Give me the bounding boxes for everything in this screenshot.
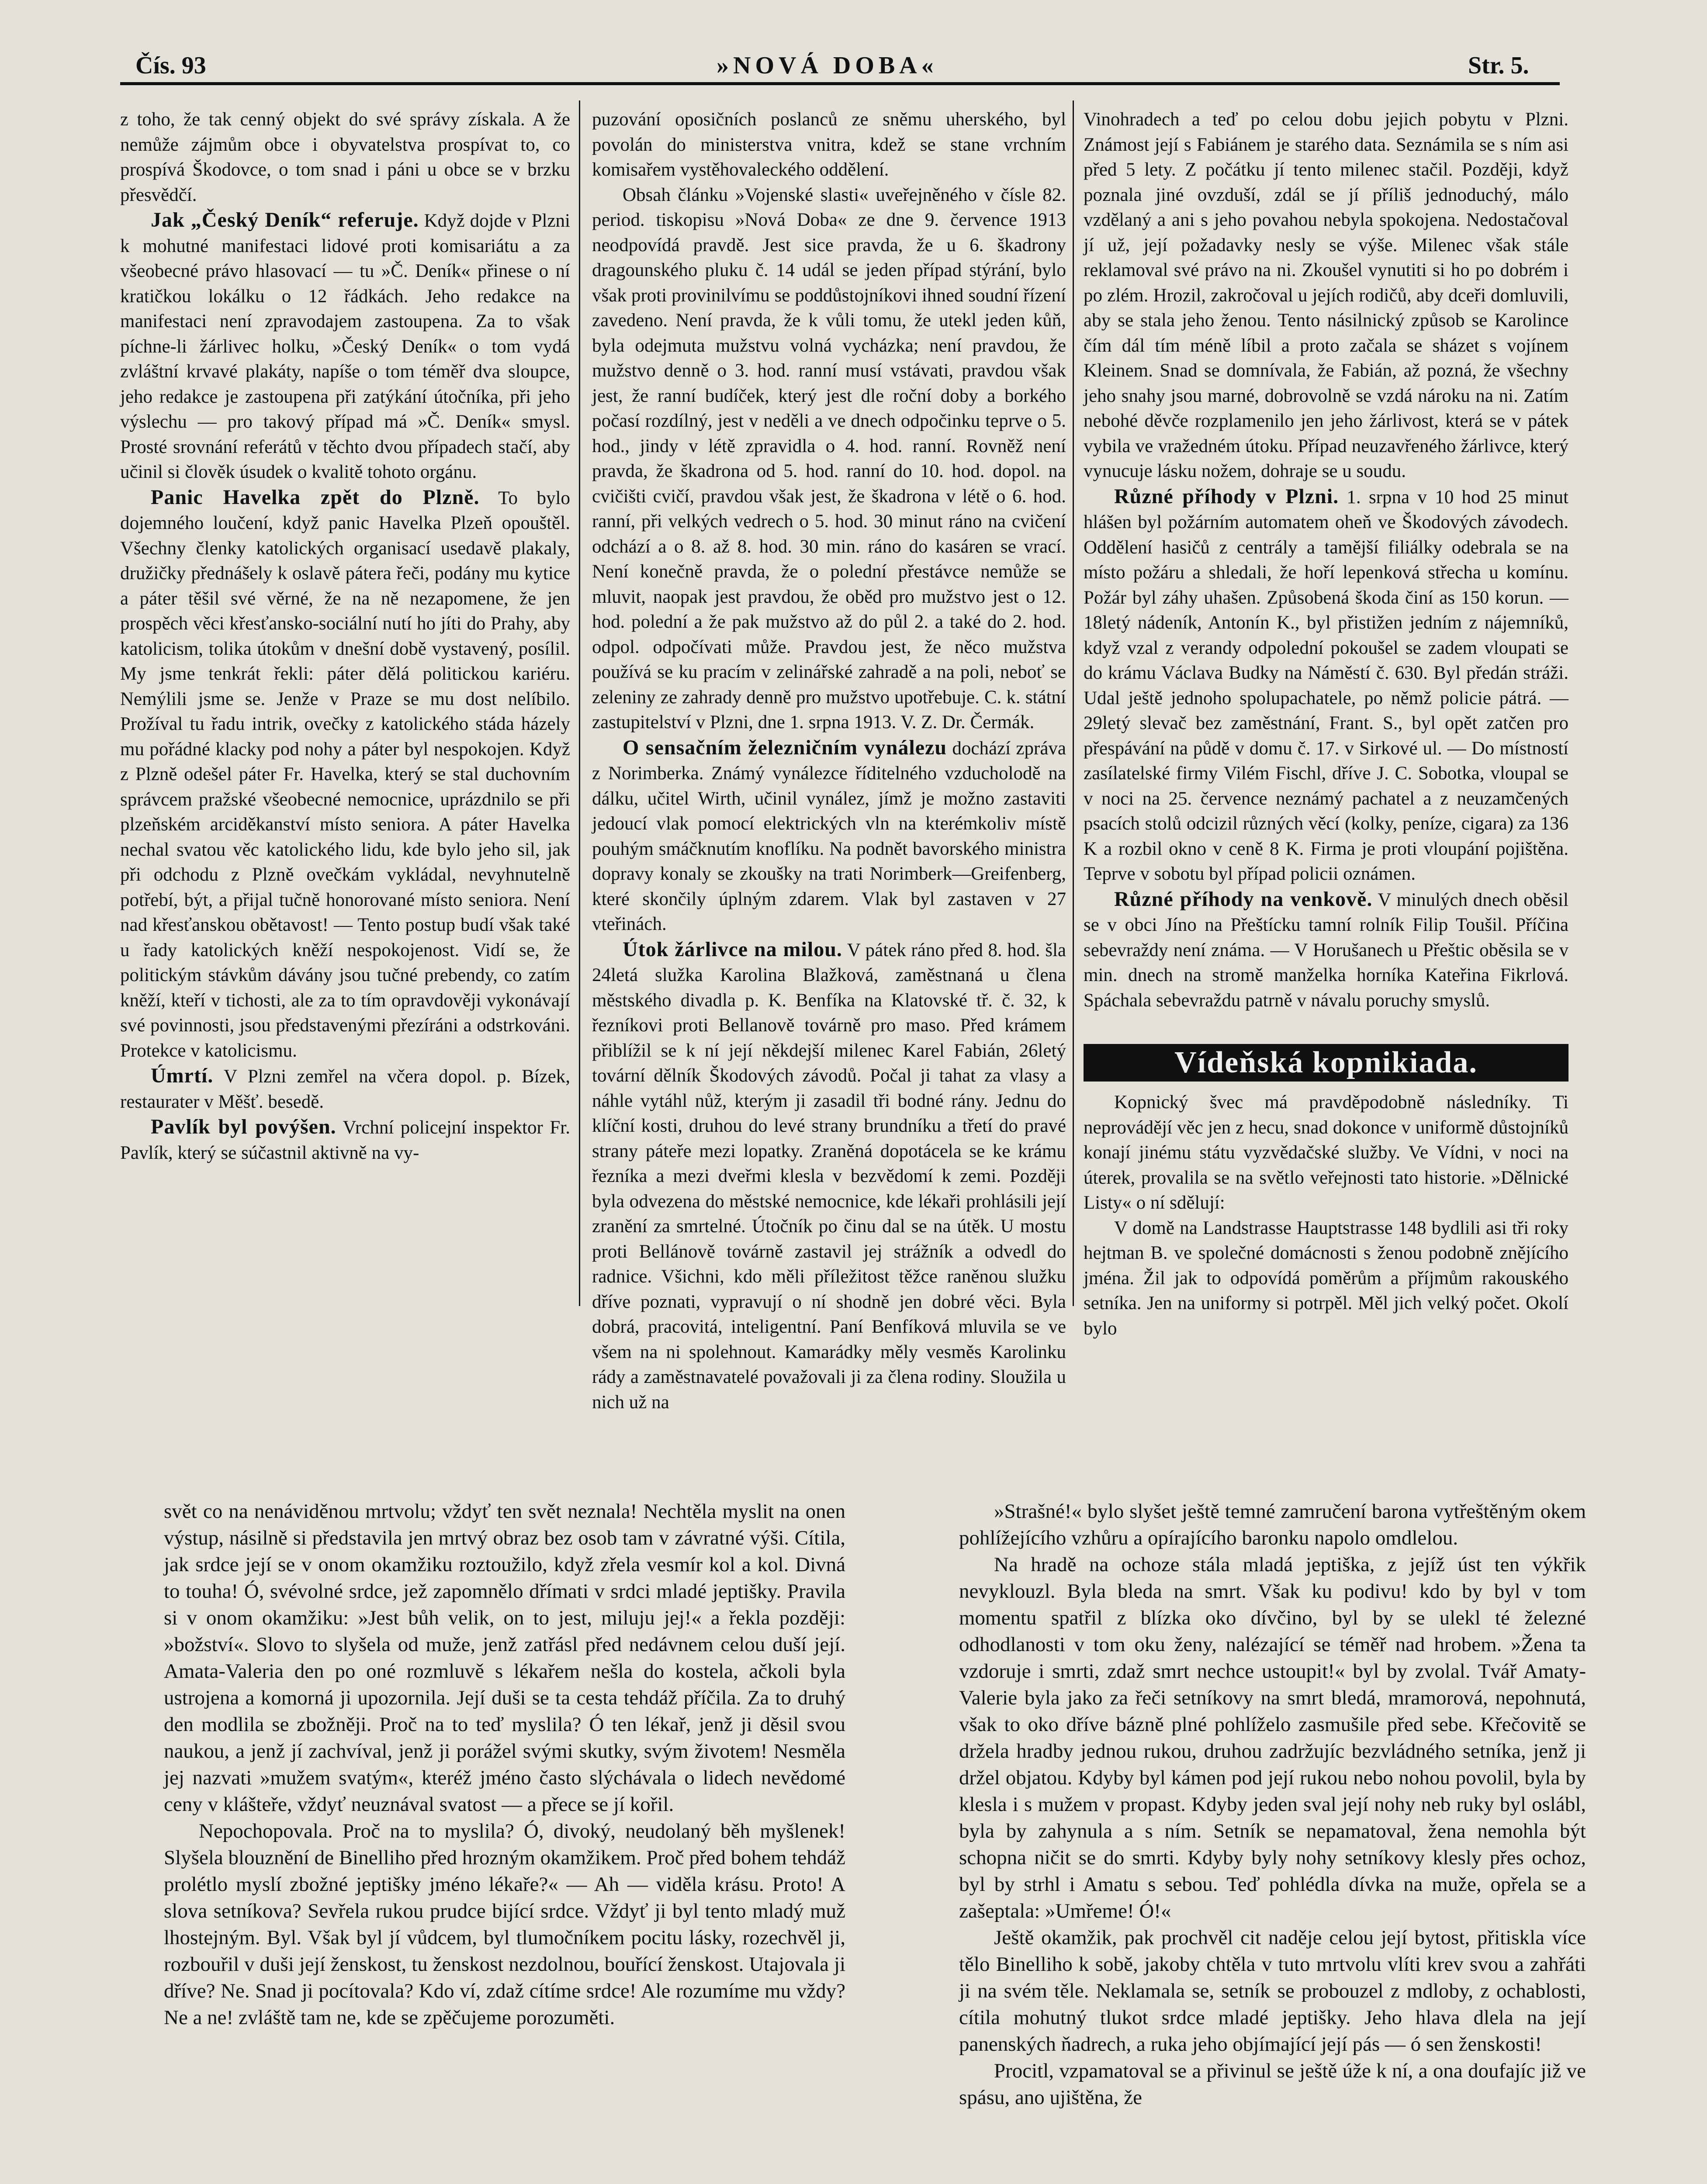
article-headline: O sensačním železničním vynálezu [623,736,947,759]
story-paragraph: Procitl, vzpamatoval se a přivinul se ještě úže k ní, a ona doufajíc již ve spásu, ano ujištěna, že [959,2060,1586,2109]
article-continuation: z toho, že tak cenný objekt do své správy získala. A že nemůže zájmům obce i obyvatelstva prospívat to, co prospívá Škodovce, o tom snad i páni u obce se v brzku přesvědčí. [120,109,570,205]
story-right-column [959,1498,1586,2184]
article-headline: Úmrtí. [151,1064,214,1087]
article: Obsah článku »Vojenské slasti« uveřejněného v čísle 82. period. tiskopisu »Nová Doba« ze dne 9. července 1913 neodpovídá pravdě. Jest sice pravda, že u 6. škadrony dragounského pluku č. 14 udál se jeden případ stýrání, bylo však proti provinilvímu se poddůstojníkovi ihned soudní řízení zavedeno. Není pravda, že k vůli tomu, že utekl jeden kůň, byla odejmuta mužstvu volná vycházka; není pravdou, že mužstvo denně o 3. hod. ranní musí vstávati, pravdou však jest, že ranní budíček, který jest dle roční doby a borkého počasí rozdílný, jest v neděli a ve dnech odpočinku teprve o 5. hod., jindy v létě zpravidla o 4. hod. ranní. Rovněž není pravda, že škadrona od 5. hod. ranní do 10. hod. dopol. na cvičišti cvičí, pravdou však jest, že škadrona v létě o 6. hod. ranní, při velkých vedrech o 5. hod. 30 minut ráno na cvičení odchází a o 8. až 8. hod. 30 min. ráno do kasáren se vrací. Není konečně pravda, že o polední přestávce nemůže se mluvit, naopak jest pravdou, že oběd pro mužstvo jest o 12. hod. polední a že pak mužstvo až do půl 2. a také do 2. hod. odpol. odpočívati může. Pravdou jest, že něco mužstva používá se ku pracím v zelinářské zahradě a na poli, neboť se zeleniny ze zahrady denně pro mužstvo upotřebuje. C. k. státní zastupitelství v Plzni, dne 1. srpna 1913. V. Z. Dr. Čermák. [592,184,1066,733]
article: Panic Havelka zpět do Plzně. To bylo dojemného loučení, když panic Havelka Plzeň opouštěl. Všechny členky katolických organisací usedavě plakaly, družičky přednášely k oslavě pátera řeči, podány mu kytice a páter těšil své věrné, že na ně nezapomene, že jen prospěch věci křesťansko-sociální nutí ho jíti do Prahy, aby katolicism, tolika útokům v dnešní době vystavený, posílil. My jsme tenkrát řekli: páter dělá politickou kariéru. Nemýlili jsme se. Jenže v Praze se mu dost nelíbilo. Prožíval tu řadu intrik, ovečky z katolického stáda házely mu pořádné klacky pod nohy a páter byl nespokojen. Když z Plzně odešel páter Fr. Havelka, který se stal duchovním správcem pražské všeobecné nemocnice, uprázdnilo se při plzeňském arciděkanství místo seniora. A páter Havelka nechal svatou věc katolického lidu, kde bylo jeho sil, jak při odchodu z Plzně ovečkám vykládal, nevyhnutelně potřebí, být, a přijal tučně honorované místo seniora. Není nad křesťanskou obětavost! — Tento postup budí však také u řady katolických kněží nespokojenost. Vidí se, že politickým stávkům dávány jsou tučné prebendy, co zatím kněží, kteří v tichosti, ale za to tím opravdověji vykonávají své povinnosti, jsou představenými přezíráni a odstrkováni. Protekce v katolicismu. [120,485,570,1061]
article-paragraph: Kopnický švec má pravděpodobně následníky. Ti neprovádějí věc jen z hecu, snad dokonce v uniformě důstojníků konají jinému státu vyzvědačské služby. Ve Vídni, v noci na úterek, provalila se na světlo veřejnosti tato historie. »Dělnické Listy« o ní sdělují: [1084,1092,1569,1213]
article-headline: Různé příhody v Plzni. [1114,484,1339,508]
story-paragraph: »Strašné!« bylo slyšet ještě temné zamručení barona vytřeštěným okem pohlížejícího vzhůru a opírajícího baronku napolo omdlelou. [959,1500,1586,1549]
article: Útok žárlivce na milou. V pátek ráno před 8. hod. šla 24letá služka Karolina Blažková, zaměstnaná u člena městského divadla p. K. Benfíka na Klatovské tř. č. 32, k řezníkovi proti Bellanově továrně pro maso. Před krámem přiblížil se k ní její někdejší milenec Karel Fabián, 26letý tovární dělník Škodových závodů. Počal ji tahat za vlasy a náhle vytáhl nůž, kterým ji zasadil tři bodné rány. Jednu do klíční kosti, druhou do levé strany brundníku a třetí do pravé strany páteře mezi lopatky. Zraněná dopotácela se ke krámu řezníka a mezi dveřmi klesla v bezvědomí k zemi. Později byla odvezena do městské nemocnice, kde lékaři prohlásili její zranění za smrtelné. Útočník po činu dal se na útěk. U mostu proti Bellánově továrně zastavil jej strážník a odvedl do radnice. Všichni, kdo měli příležitost těžce raněnou služku dříve poznati, vypravují o ní shodně jen dobré věci. Byla dobrá, pracovitá, inteligentní. Paní Benfíková mluvila se ve všem na ni spolehnout. Kamarádky měly vesměs Karolinku rády a zaměstnavatelé považovali ji za člena rodiny. Sloužila u nich už na [592,937,1066,1413]
article-continuation: Vinohradech a teď po celou dobu jejich pobytu v Plzni. Známost její s Fabiánem je starého data. Seznámila se s ním asi před 5 lety. Z počátku jí tento milenec stačil. Později, když poznala jiné ovzduší, zdál se jí příliš jednoduchý, málo vzdělaný a ani s jeho povahou nebyla spokojena. Nedostačoval jí už, její požadavky nesly se výše. Milenec však stále reklamoval své právo na ni. Zkoušel vynutiti si ho po dobrém i po zlém. Hrozil, zakročoval u jejích rodičů, aby dceři domluvili, aby se stala jeho ženou. Tento násilnický způsob se Karolince čím dál tím méně líbil a proto začala se sházet s vojínem Kleinem. Snad se domnívala, že Fabián, až pozná, že všechny jeho snahy jsou marné, dobrovolně se vzdá nároku na ni. Zatím nebohé děvče rozplamenilo jen jeho žárlivost, která se v pátek vybila ve vražedném útoku. Případ neuzavřeného žárlivce, který vynucuje lásku nožem, dohraje se u soudu. [1084,109,1569,481]
masthead-title: »NOVÁ DOBA« [717,52,938,79]
column-divider [1073,100,1074,1306]
article: O sensačním železničním vynálezu dochází zpráva z Norimberka. Známý vynálezce říditelného vzducholodě na dálku, učitel Wirth, učinil vynález, jímž je možno zastaviti jedoucí vlak pomocí elektrických vln na kterémkoliv místě pouhým smáčknutím knoflíku. Na podnět bavorského ministra dopravy konaly se zkoušky na trati Norimberk—Greifenberg, které skončily úplným zdarem. Vlak byl zastaven v 27 vteřinách. [592,736,1066,934]
column-3-bottom [1084,1090,1569,1339]
article: Pavlík byl povýšen. Vrchní policejní inspektor Fr. Pavlík, který se súčastnil aktivně na vy- [120,1115,570,1163]
article-headline: Útok žárlivce na milou. [623,937,842,961]
story-paragraph: Nepochopovala. Proč na to myslila? Ó, divoký, neudolaný běh myšlenek! Slyšela blouznění de Binelliho před hrozným okamžikem. Proč před bohem tehdáž prolétlo myslí zbožné jeptišky jméno lékaře?« — Ah — viděla krásu. Proto! A slova setníkova? Sevřela rukou prudce bijící srdce. Vždyť ji byl tento mladý muž lhostejným. Byl. Však byl jí vůdcem, byl tlumočníkem pocitu lásky, rozechvěl ji, rozbouřil v duši její ženskost, tu ženskost nezdolnou, bouřící ženskost. Utajovala ji dříve? Ne. Snad ji pocítovala? Kdo ví, zdaž cítíme srdce! Ale rozumíme mu vždy? Ne a ne! zvláště tam ne, kde se zpěčujeme porozuměti. [164,1820,845,2029]
article-continuation: puzování oposičních poslanců ze sněmu uherského, byl povolán do ministerstva vnitra, kdež se stane vrchním komisařem vystěhovaleckého oddělení. [592,109,1066,180]
article-paragraph: V domě na Landstrasse Hauptstrasse 148 bydlili asi tři roky hejtman B. ve společné domácnosti s ženou podobně znějícího jména. Žil jak to odpovídá poměrům a příjmům rakouského setníka. Jen na uniformy si potrpěl. Měl jich velký počet. Okolí bylo [1084,1217,1569,1339]
issue-number: Čís. 93 [135,52,206,79]
article: Různé příhody na venkově. V minulých dnech oběsil se v obci Jíno na Přeštícku tamní rolník Filip Toušil. Příčina sebevraždy není známa. — V Horušanech u Přeštic oběsila se v min. dnech na stromě manželka horníka Kateřina Fikrlová. Spáchala sebevraždu patrně v návalu poruchy smyslů. [1084,887,1569,1011]
header-rule [120,82,1560,85]
story-paragraph: Na hradě na ochoze stála mladá jeptiška, z jejíž úst ten výkřik nevyklouzl. Byla bleda na smrt. Však ku podivu! kdo by byl v tom momentu spatřil z blízka oko dívčino, byl by se ulekl té železné odhodlanosti v tom oku ženy, nalézající se téměř nad hrobem. »Žena ta vzdoruje i smrti, zdaž smrt nechce ustoupit!« byl by zvolal. Tvář Amaty-Valerie byla jako za řeči setníkovy na smrt bledá, mramorová, nepohnutá, však to oko dříve bázně plné pohlíželo zasmušile před sebe. Křečovitě se držela hradby jednou rukou, druhou zadržujíc bezvládného setníka, jenž ji držel objatou. Kdyby byl kámen pod její rukou nebo nohou povolil, byla by klesla i s mužem v propast. Kdyby jeden sval její nohy neb ruky byl oslábl, byla by zahynula a s ním. Setník se nepamatoval, žena nemohla být schopna ničit se do smrti. Kdyby byly nohy setníkovy klesly přes ochoz, byl by strhl i Amatu s sebou. Teď pohlédla dívka na muže, opřela se a zašeptala: »Umřeme! Ó!« [959,1553,1586,1922]
article-headline: Pavlík byl povýšen. [151,1115,336,1138]
article-headline: Panic Havelka zpět do Plzně. [151,485,480,509]
article-headline: Různé příhody na venkově. [1114,887,1373,911]
story-paragraph: Ještě okamžik, pak prochvěl cit naděje celou její bytost, přitiskla více tělo Binelliho k sobě, jakoby chtěla v tuto mrtvolu vlíti krev svou a zahřáti ji na svém těle. Neklamala se, setník se probouzel z mdloby, z ochablosti, cítila mohutný tlukot srdce mladé jeptišky. Jeho hlava dlela na její panenských ňadrech, a ruka jeho objímající její pás — ó sen ženskosti! [959,1926,1586,2056]
story-paragraph: svět co na nenáviděnou mrtvolu; vždyť ten svět neznala! Nechtěla myslit na onen výstup, násilně si představila jen mrtvý obraz bez osob tam v závratné výši. Cítila, jak srdce její se v onom okamžiku roztoužilo, když zřela vesmír kol a kol. Divná to touha! Ó, svévolné srdce, jež zapomnělo dřímati v srdci mladé jeptišky. Pravila si v onom okamžiku: »Jest bůh velik, on to jest, miluju jej!« a řekla později: »božství«. Slovo to slyšela od muže, jenž zatřásl před nedávnem celou duší její. Amata-Valeria den po oné rozmluvě s lékařem nešla do kostela, ačkoli byla ustrojena a komorná ji upozornila. Její duši se ta cesta tehdáž příčila. Za to druhý den modlila se zbožněji. Proč na to teď myslila? Ó ten lékař, jenž ji děsil svou naukou, a jenž jí zachvíval, jenž ji porážel svými skutky, svým životem! Nesměla jej nazvati »mužem svatým«, kteréž jméno často slýchávala o lidech nevědomé ceny v klášteře, vždyť neuznával svatost — a přece se jí kořil. [164,1500,845,1816]
article-headline: Jak „Český Deník“ referuje. [151,208,419,232]
column-2 [592,107,1066,1413]
story-left-column [164,1498,845,2184]
column-1 [120,107,570,1304]
column-divider [579,100,580,1306]
article-title-banner: Vídeňská kopnikiada. [1084,1044,1569,1082]
column-3 [1084,107,1569,1033]
page-number: Str. 5. [1468,52,1529,79]
article: Úmrtí. V Plzni zemřel na včera dopol. p. Bízek, restaurater v Měšť. besedě. [120,1064,570,1112]
article: Jak „Český Deník“ referuje. Když dojde v Plzni k mohutné manifestaci lidové proti komisariátu a za všeobecné právo hlasovací — tu »Č. Deník« přinese o ní kratičkou lokálku o 12 řádkách. Jeho redakce na manifestaci není zpravodajem zastoupena. Za to však píchne-li žárlivec holku, »Český Deník« o tom vydá zvláštní krvavé plakáty, napíše o tom téměř dva sloupce, jeho redakce je zastoupena při zatýkání útočníka, při jeho výslechu — pro takový případ má »Č. Deník« smysl. Prosté srovnání referátů v těchto dvou případech stačí, aby učinil si člověk úsudek o kvalitě tohoto orgánu. [120,208,570,482]
article: Různé příhody v Plzni. 1. srpna v 10 hod 25 minut hlášen byl požárním automatem oheň ve Škodových závodech. Oddělení hasičů z centrály a tamější filiálky odebrala se na místo požáru a shledali, že hoří lepenková střecha u komínu. Požár byl záhy uhašen. Způsobená škoda činí as 150 korun. — 18letý nádeník, Antonín K., byl přistižen jedním z nájemníků, když vzal z verandy odpolední pokoušel se zadem vloupati se do krámu Václava Budky na Náměstí č. 630. Byl předán stráži. Udal ještě jednoho spolupachatele, po němž policie pátrá. — 29letý slevač bez zaměstnání, Frant. S., byl opět zatčen pro přespávání na půdě v domu č. 17. v Sirkové ul. — Do místností zasílatelské firmy Vilém Fischl, dříve J. C. Sobotka, vloupal se v noci na 25. července neznámý pachatel a z neuzamčených psacích stolů odcizil různých věcí (kolky, peníze, cigara) za 136 K a rozbil okno v ceně 8 K. Firma je proti vloupání pojištěna. Teprve v sobotu byl případ policii oznámen. [1084,484,1569,884]
